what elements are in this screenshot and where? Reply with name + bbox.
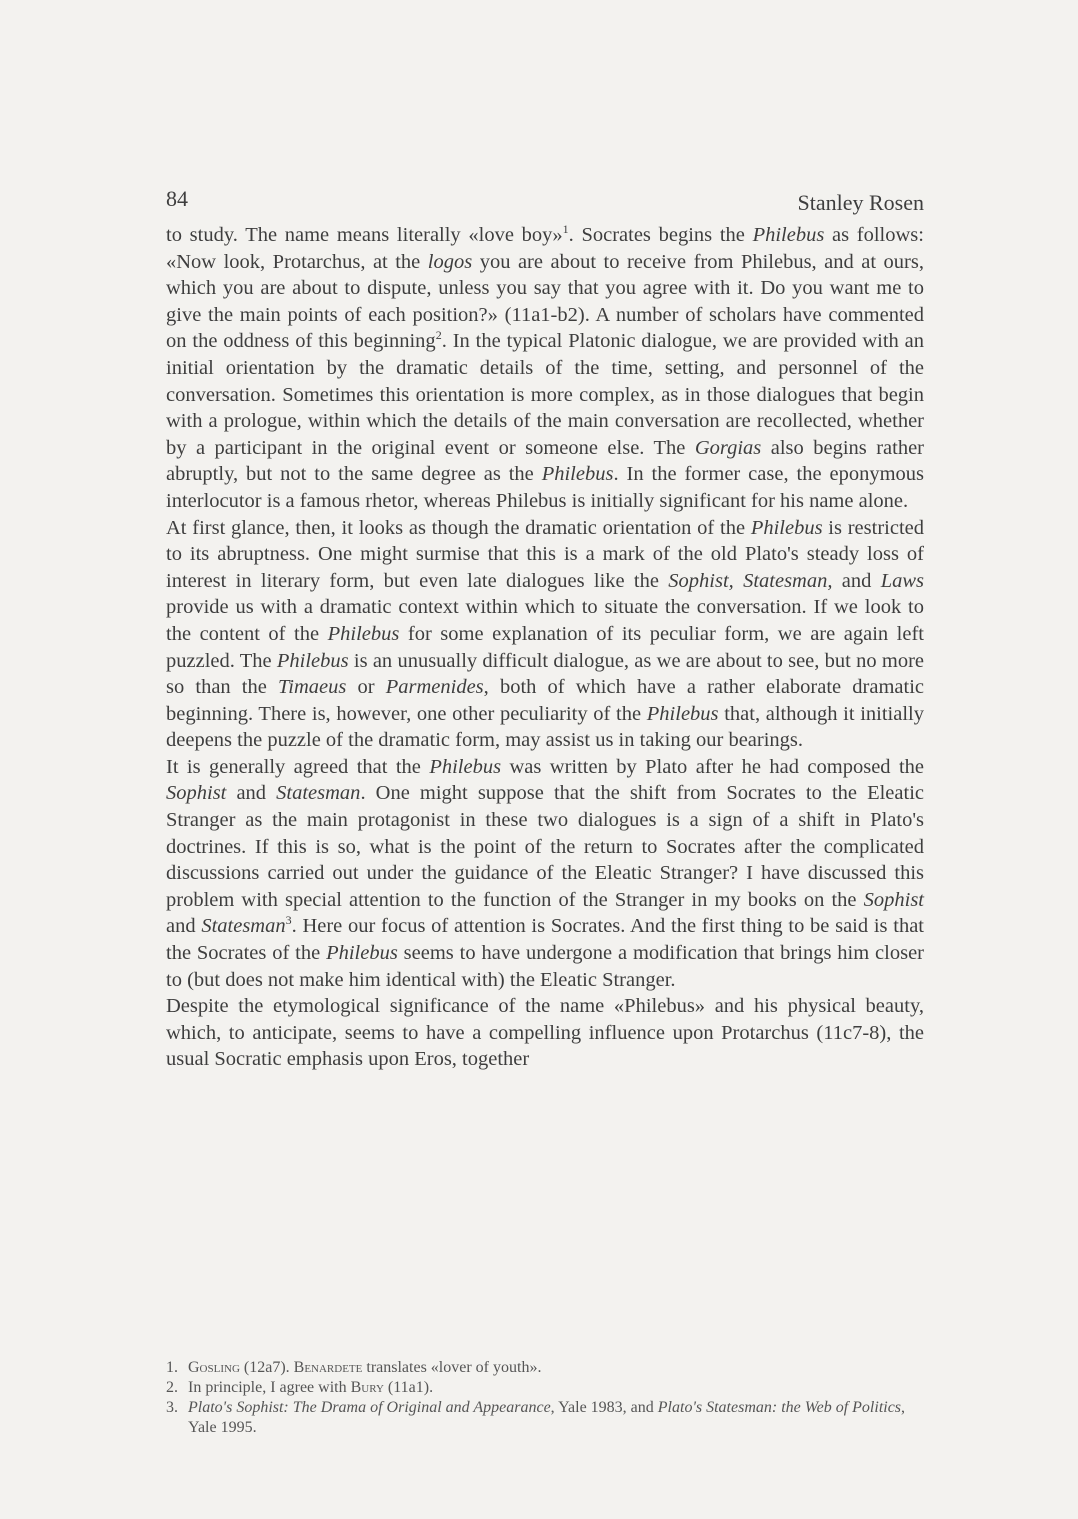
footnote (166, 1358, 924, 1378)
footnote-reference: 1 (562, 222, 569, 237)
text-run: At first glance, then, it looks as though the dramatic orientation of the (166, 516, 751, 539)
italic-title: Sophist (166, 782, 227, 805)
text-run: or (346, 676, 386, 699)
italic-title: Statesman (201, 915, 286, 938)
author-name: Gosling (188, 1359, 240, 1376)
footnotes (166, 1358, 924, 1438)
text-run: translates «lover of youth». (362, 1359, 542, 1376)
italic-title: Sophist (863, 888, 924, 911)
footnote-reference: 2 (435, 328, 442, 343)
text-run: was written by Plato after he had composed the (501, 755, 925, 778)
italic-title: Philebus (541, 463, 614, 486)
italic-title: Philebus (750, 516, 823, 539)
footnote (166, 1378, 924, 1398)
paragraph (166, 515, 924, 754)
text-run: provide us with a dramatic context within which to situate the conversation. If we look to the content of the (166, 596, 924, 645)
text-run: to study. The name means literally «love boy» (166, 224, 563, 246)
italic-title: Philebus (326, 942, 398, 965)
italic-title: Laws (880, 569, 924, 592)
paragraph (166, 754, 924, 993)
text-run: It is generally agreed that the (166, 755, 430, 778)
italic-title: logos (427, 250, 473, 273)
body-text (166, 222, 924, 1073)
author-name: Bury (350, 1379, 384, 1396)
paragraph (166, 222, 924, 515)
text-run: . Here our focus of attention is Socrates. And the first thing to be said is that the Socrates of the (166, 915, 924, 965)
author-name: Benardete (293, 1359, 363, 1376)
text-run: and (166, 915, 202, 938)
text-run: as follows: «Now look, Protarchus, at the (166, 224, 924, 273)
text-run: . Socrates begins the (568, 224, 753, 246)
footnote-text (188, 1358, 924, 1378)
italic-title: Statesman (276, 782, 361, 805)
italic-title: Gorgias (694, 436, 762, 459)
text-run: that, although it initially deepens the puzzle of the dramatic form, may assist us in taking our bearings. (166, 702, 924, 752)
italic-title: Plato's Statesman: the Web of Politics (657, 1399, 902, 1416)
text-run: is an unusually difficult dialogue, as we are about to see, but no more so than the (166, 649, 924, 699)
page-header (166, 186, 924, 216)
italic-title: Philebus (327, 622, 400, 645)
text-run: In principle, I agree with (188, 1379, 351, 1396)
italic-title: Philebus (276, 649, 349, 672)
text-run: (12a7). (239, 1359, 294, 1376)
running-head: Stanley Rosen (797, 190, 924, 215)
footnote (166, 1398, 924, 1438)
footnote-number: 1. (166, 1359, 178, 1376)
italic-title: Plato's Sophist: The Drama of Original and Appearance (188, 1399, 551, 1416)
paragraph (166, 993, 924, 1073)
footnote-number: 2. (166, 1379, 178, 1396)
italic-title: Philebus (646, 702, 719, 725)
italic-title: Philebus (752, 224, 825, 246)
footnote-reference: 3 (285, 913, 292, 928)
text-run: , Yale 1995. (188, 1399, 906, 1436)
text-run: . In the typical Platonic dialogue, we are provided with an initial orientation by the dramatic details of the time, setting, and personnel of the conversation. Sometimes this orientation is more complex, as in those dialogues that begin with a prologue, within which the details of the main conversation are recollected, whether by a participant in the original event or someone else. The (166, 330, 924, 459)
text-run: also begins rather abruptly, but not to the same degree as the (166, 436, 924, 486)
footnote-text (188, 1378, 924, 1398)
text-run: is restricted to its abruptness. One might surmise that this is a mark of the old Plato's steady loss of interest in literary form, but even late dialogues like the (166, 516, 924, 592)
page-number: 84 (166, 186, 188, 211)
text-run: . One might suppose that the shift from Socrates to the Eleatic Stranger as the main protagonist in these two dialogues is a sign of a shift in Plato's doctrines. If this is so, what is the point of the return to Socrates after the complicated discussions carried out under the guidance of the Eleatic Stranger? I have discussed this problem with special attention to the function of the Stranger in my books on the (166, 782, 924, 911)
italic-title: Timaeus (278, 676, 347, 699)
italic-title: Sophist, Statesman, (668, 569, 833, 592)
footnote-text (188, 1398, 924, 1438)
text-run: , Yale 1983, and (550, 1399, 658, 1416)
text-run: seems to have undergone a modification that brings him closer to (but does not make him identical with) the Eleatic Stranger. (166, 942, 924, 991)
text-run: you are about to receive from Philebus, and at ours, which you are about to dispute, unless you say that you agree with it. Do you want me to give the main points of each position?» (11a1-b2). A number of scholars have commented on the oddness of this beginning (166, 250, 924, 353)
footnote-number: 3. (166, 1399, 178, 1416)
italic-title: Parmenides (385, 676, 484, 699)
text-run: , both of which have a rather elaborate dramatic beginning. There is, however, one other peculiarity of the (166, 676, 924, 725)
text-run: for some explanation of its peculiar form, we are again left puzzled. The (166, 622, 924, 672)
italic-title: Philebus (429, 755, 502, 778)
text-run: and (226, 782, 277, 805)
text-run: and (832, 569, 881, 592)
text-run: (11a1). (383, 1379, 434, 1396)
text-run: Despite the etymological significance of the name «Philebus» and his physical beauty, which, to anticipate, seems to have a compelling influence upon Protarchus (11c7-8), the usual Socratic emphasis upon Eros, together (166, 995, 924, 1071)
text-run: . In the former case, the eponymous interlocutor is a famous rhetor, whereas Philebus is initially significant for his name alone. (166, 463, 924, 512)
